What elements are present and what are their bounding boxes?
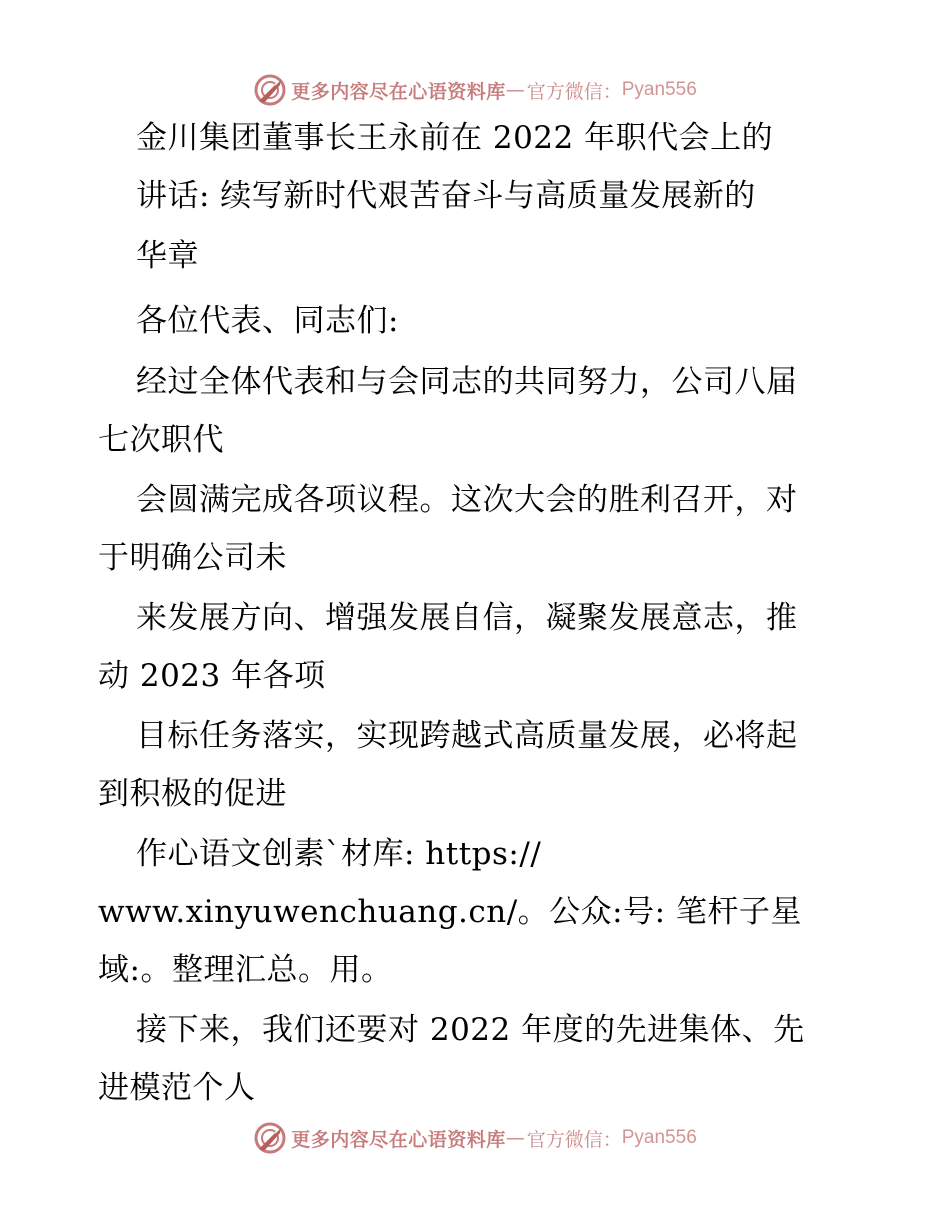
paragraph-line: 接下来，我们还要对 2022 年度的先进集体、先 (136, 1012, 805, 1048)
header-watermark (0, 70, 950, 110)
paragraph-line: 到积极的促进 (98, 776, 287, 812)
salutation: 各位代表、同志们: (136, 303, 399, 339)
paragraph-line: 经过全体代表和与会同志的共同努力，公司八届 (136, 364, 798, 400)
ad-line-2: www.xinyuwenchuang.cn/。公众:号: 笔杆子星 (98, 894, 802, 930)
watermark-dash: — (505, 79, 525, 101)
paragraph-line: 来发展方向、增强发展自信，凝聚发展意志，推 (136, 600, 798, 636)
watermark-main-text: 更多内容尽在心语资料库 (291, 1128, 506, 1151)
title-line-3: 华章 (136, 238, 199, 274)
pen-logo-icon (253, 73, 287, 107)
watermark-wechat-id: Pyan556 (621, 79, 697, 100)
watermark-main-text: 更多内容尽在心语资料库 (291, 80, 506, 103)
footer-watermark (0, 1118, 950, 1158)
watermark-label: 官方微信： (526, 1128, 622, 1151)
paragraph-line: 动 2023 年各项 (98, 658, 326, 694)
watermark-label: 官方微信： (526, 80, 622, 103)
title-line-2: 讲话: 续写新时代艰苦奋斗与高质量发展新的 (136, 178, 756, 214)
watermark-wechat-id: Pyan556 (621, 1127, 697, 1148)
ad-line-1: 作心语文创素`材库: https:// (136, 836, 542, 872)
pen-logo-icon (253, 1121, 287, 1155)
title-line-1: 金川集团董事长王永前在 2022 年职代会上的 (136, 120, 774, 156)
paragraph-line: 七次职代 (98, 422, 224, 458)
paragraph-line: 进模范个人 (98, 1070, 256, 1106)
paragraph-line: 会圆满完成各项议程。这次大会的胜利召开，对 (136, 482, 798, 518)
paragraph-line: 目标任务落实，实现跨越式高质量发展，必将起 (136, 718, 798, 754)
watermark-dash: — (505, 1127, 525, 1149)
paragraph-line: 于明确公司未 (98, 540, 287, 576)
ad-line-3: 域:。整理汇总。用。 (98, 952, 393, 988)
